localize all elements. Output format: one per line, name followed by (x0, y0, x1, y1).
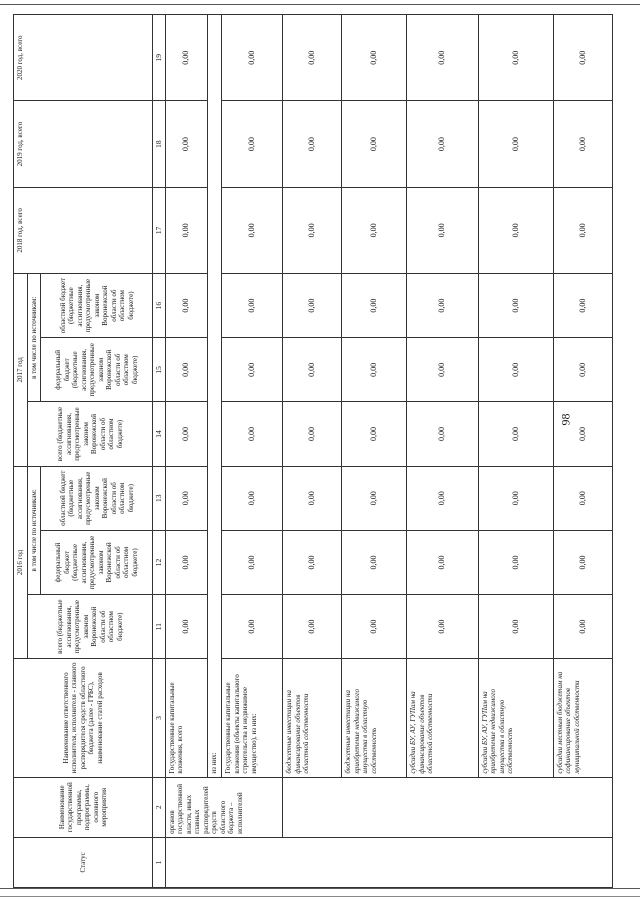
header-year-2019: 2019 год, всего (14, 101, 153, 187)
amount-cell: 0,00 (165, 187, 208, 273)
header-total-2017: всего (бюджетные ассигнования, предусмотренные законом Воронежской области об областном бюджете) (27, 402, 153, 466)
amount-cell: 0,00 (283, 466, 342, 530)
amount-cell: 0,00 (165, 530, 208, 594)
amount-cell: 0,00 (478, 530, 553, 594)
amount-cell: 0,00 (478, 402, 553, 466)
amount-cell: 0,00 (407, 595, 478, 659)
column-number: 11 (153, 595, 165, 659)
program-cell-empty (283, 777, 613, 837)
amount-cell: 0,00 (407, 402, 478, 466)
bottom-edge-line-2 (0, 896, 640, 897)
amount-cell: 0,00 (283, 15, 342, 101)
header-regional-2016: областной бюджет (бюджетные ассигнования, предусмотренные законом Воронежской области об областном бюджете) (41, 466, 153, 530)
amount-cell: 0,00 (553, 274, 612, 338)
header-sources-2017: в том числе по источникам: (27, 274, 41, 402)
expense-item-label: Государственные капитальные вложения (объекты капитального строительства и недвижимое имущество), из них: (222, 659, 283, 777)
amount-cell: 0,00 (222, 466, 283, 530)
header-status: Статус (14, 837, 153, 887)
expense-item-label: бюджетные инвестиции на приобретение недвижимого имущества в областную собственность (342, 659, 407, 777)
amount-cell: 0,00 (407, 466, 478, 530)
expense-item-label: субсидии местным бюджетам на софинансирование объектов муниципальной собственности (553, 659, 612, 777)
header-regional-2017: областной бюджет (бюджетные ассигнования, предусмотренные законом Воронежской области об областном бюджете) (41, 274, 153, 338)
amount-cell: 0,00 (222, 274, 283, 338)
amount-cell: 0,00 (478, 338, 553, 402)
column-number: 14 (153, 402, 165, 466)
column-number: 19 (153, 15, 165, 101)
column-number: 13 (153, 466, 165, 530)
amount-cell: 0,00 (478, 466, 553, 530)
amount-cell: 0,00 (283, 530, 342, 594)
amount-cell: 0,00 (553, 466, 612, 530)
expense-item-label: Государственные капитальные вложения, всего (165, 659, 208, 777)
column-number: 15 (153, 338, 165, 402)
amount-cell: 0,00 (342, 274, 407, 338)
amount-cell: 0,00 (222, 15, 283, 101)
expense-item-label: из них: (208, 15, 222, 778)
amount-cell: 0,00 (553, 187, 612, 273)
table-row (208, 15, 222, 888)
amount-cell: 0,00 (165, 101, 208, 187)
amount-cell: 0,00 (222, 402, 283, 466)
top-edge-line (0, 4, 640, 5)
column-number: 3 (153, 659, 165, 777)
status-cell (165, 837, 612, 887)
amount-cell: 0,00 (283, 187, 342, 273)
header-federal-2017: федеральный бюджет (бюджетные ассигнования, предусмотренные законом Воронежской области об областном бюджете) (41, 338, 153, 402)
header-total-2016: всего (бюджетные ассигнования, предусмотренные законом Воронежской области об областном бюджете) (27, 595, 153, 659)
column-number: 17 (153, 187, 165, 273)
column-number: 2 (153, 777, 165, 837)
amount-cell: 0,00 (478, 15, 553, 101)
amount-cell: 0,00 (165, 338, 208, 402)
amount-cell: 0,00 (407, 15, 478, 101)
amount-cell: 0,00 (283, 274, 342, 338)
amount-cell: 0,00 (165, 274, 208, 338)
amount-cell: 0,00 (553, 338, 612, 402)
table-row (165, 15, 208, 888)
amount-cell: 0,00 (165, 595, 208, 659)
amount-cell: 0,00 (553, 101, 612, 187)
amount-cell: 0,00 (553, 15, 612, 101)
amount-cell: 0,00 (478, 101, 553, 187)
amount-cell: 0,00 (407, 274, 478, 338)
amount-cell: 0,00 (222, 101, 283, 187)
amount-cell: 0,00 (222, 187, 283, 273)
page-number: 98 (558, 413, 573, 426)
expense-item-label: субсидии БУ, АУ, ГУПам на финансирование объектов областной собственности (407, 659, 478, 777)
data-rows (165, 15, 612, 888)
amount-cell: 0,00 (222, 338, 283, 402)
header-row-1 (14, 15, 28, 888)
amount-cell: 0,00 (165, 402, 208, 466)
table-row (342, 15, 407, 888)
bottom-edge-line (0, 888, 640, 889)
amount-cell: 0,00 (342, 402, 407, 466)
header-sources-2016: в том числе по источникам: (27, 466, 41, 594)
header-program: Наименование государственной программы, подпрограммы, основного мероприятия (14, 777, 153, 837)
amount-cell: 0,00 (283, 402, 342, 466)
column-number: 16 (153, 274, 165, 338)
column-number: 12 (153, 530, 165, 594)
amount-cell: 0,00 (342, 15, 407, 101)
amount-cell: 0,00 (283, 338, 342, 402)
amount-cell: 0,00 (165, 15, 208, 101)
expense-item-label: бюджетные инвестиции на финансирование объектов областной собственности (283, 659, 342, 777)
amount-cell: 0,00 (222, 530, 283, 594)
amount-cell: 0,00 (478, 595, 553, 659)
header-federal-2016: федеральный бюджет (бюджетные ассигнования, предусмотренные законом Воронежской области об областном бюджете) (41, 530, 153, 594)
amount-cell: 0,00 (553, 530, 612, 594)
expense-item-label: субсидии БУ, АУ, ГУПам на приобретение недвижимого имущества в областную собственность (478, 659, 553, 777)
amount-cell: 0,00 (342, 466, 407, 530)
amount-cell: 0,00 (478, 187, 553, 273)
table-row (553, 15, 612, 888)
budget-table (13, 14, 613, 888)
column-number-row (153, 15, 165, 888)
amount-cell: 0,00 (342, 187, 407, 273)
amount-cell: 0,00 (342, 530, 407, 594)
amount-cell: 0,00 (342, 101, 407, 187)
table-row (478, 15, 553, 888)
amount-cell: 0,00 (283, 595, 342, 659)
table-row (283, 15, 342, 888)
amount-cell: 0,00 (553, 595, 612, 659)
table-row (407, 15, 478, 888)
program-cell: органов государственной власти, иных главных распорядителей средств областного бюджета – исполнителей (165, 777, 283, 837)
header-executor: Наименование ответственного исполнителя, исполнителя - главного распорядителя средств областного бюджета (далее - ГРБС), наименование статей расходов (14, 659, 153, 777)
amount-cell: 0,00 (407, 187, 478, 273)
header-year-2016: 2016 год (14, 466, 28, 659)
amount-cell: 0,00 (407, 338, 478, 402)
amount-cell: 0,00 (553, 402, 612, 466)
header-year-2020: 2020 год, всего (14, 15, 153, 101)
amount-cell: 0,00 (165, 466, 208, 530)
amount-cell: 0,00 (407, 101, 478, 187)
amount-cell: 0,00 (407, 530, 478, 594)
amount-cell: 0,00 (283, 101, 342, 187)
budget-table-sheet (13, 14, 613, 888)
header-year-2017: 2017 год (14, 274, 28, 467)
table-row (222, 15, 283, 888)
column-number: 1 (153, 837, 165, 887)
amount-cell: 0,00 (222, 595, 283, 659)
amount-cell: 0,00 (342, 595, 407, 659)
column-number: 18 (153, 101, 165, 187)
amount-cell: 0,00 (478, 274, 553, 338)
header-year-2018: 2018 год, всего (14, 187, 153, 273)
amount-cell: 0,00 (342, 338, 407, 402)
